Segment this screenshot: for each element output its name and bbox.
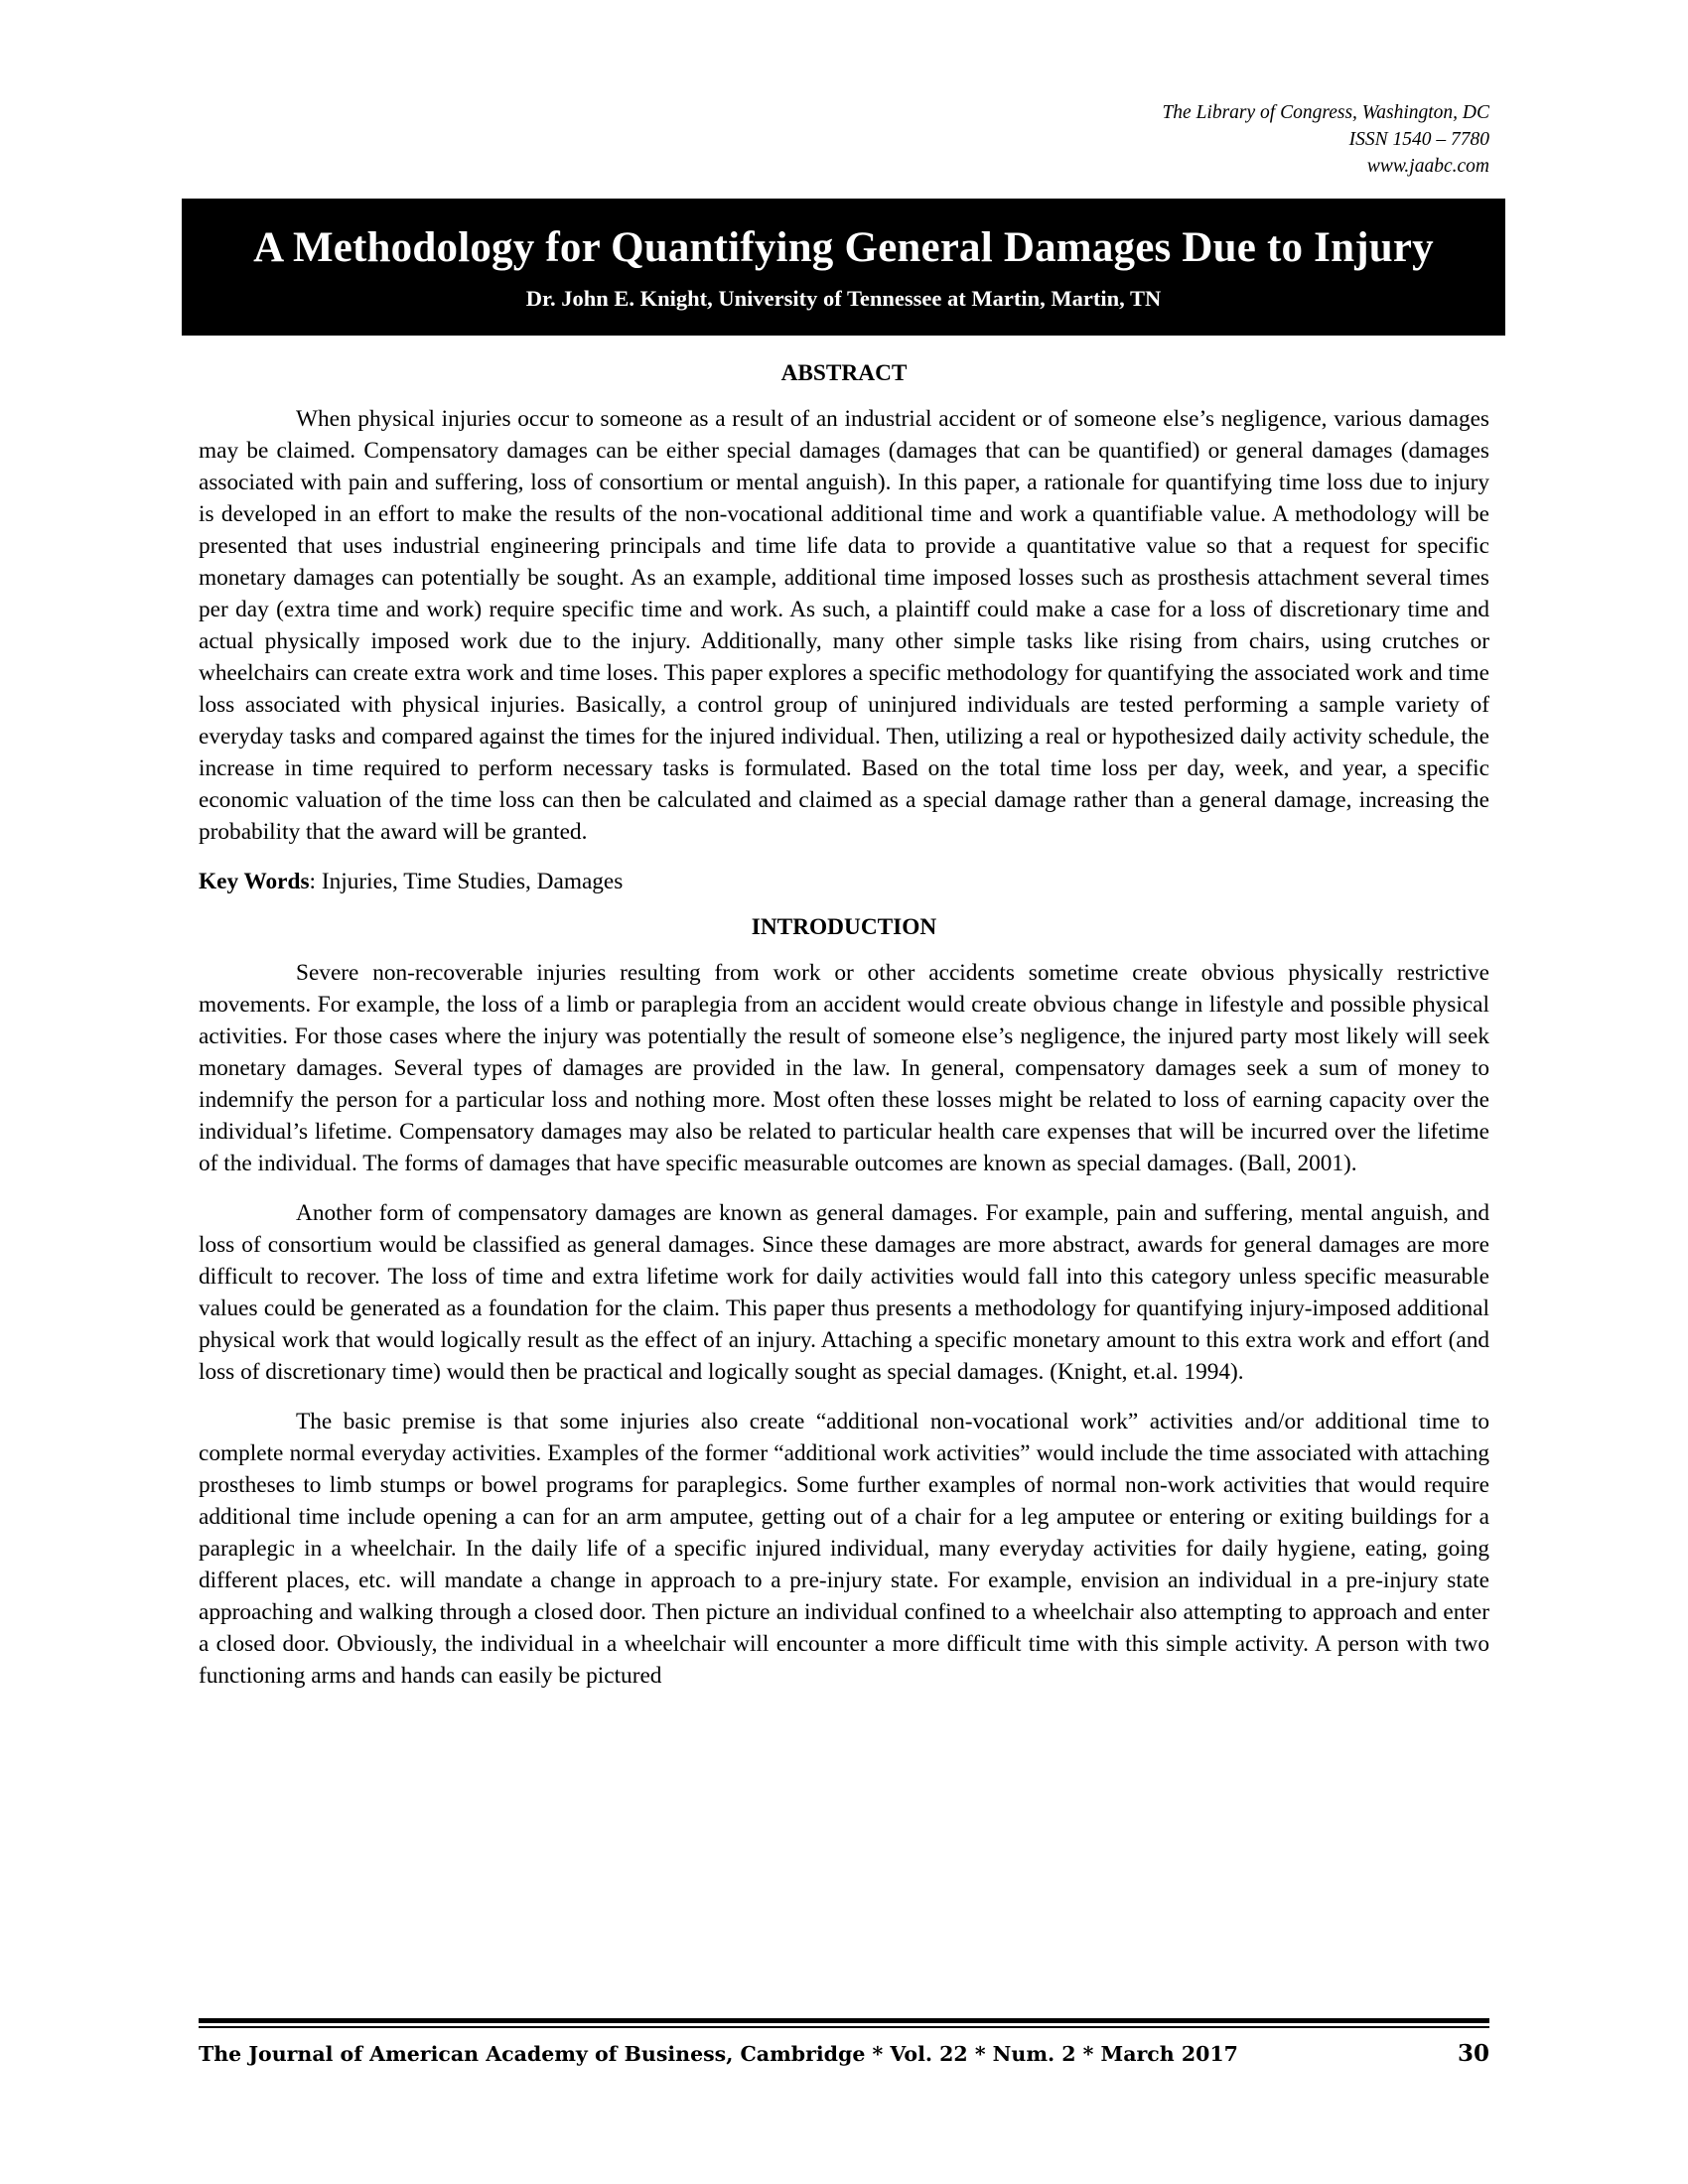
keywords-text: : Injuries, Time Studies, Damages: [309, 869, 624, 894]
keywords-label: Key Words: [199, 869, 310, 894]
paper-title: A Methodology for Quantifying General Damages Due to Injury: [253, 224, 1434, 271]
footer-rule-thin: [199, 2026, 1489, 2028]
masthead-issn: ISSN 1540 – 7780: [1348, 129, 1489, 150]
title-banner: [182, 199, 1505, 336]
intro-paragraph-3: The basic premise is that some injuries also create “additional non-vocational work” activities and/or additional time to complete normal everyday activities. Examples of the former “additional work activities” would include the time associated with attaching prostheses to limb stumps or bowel programs for paraplegics. Some further examples of normal non-work activities that would require additional time include opening a can for an arm amputee, getting out of a chair for a leg amputee or entering or exiting buildings for a paraplegic in a wheelchair. In the daily life of a specific injured individual, many everyday activities for daily hygiene, eating, going different places, etc. will mandate a change in approach to a pre-injury state. For example, envision an individual in a pre-injury state approaching and walking through a closed door. Then picture an individual confined to a wheelchair also attempting to approach and enter a closed door. Obviously, the individual in a wheelchair will encounter a more difficult time with this simple activity. A person with two functioning arms and hands can easily be pictured: [199, 1409, 1489, 1689]
abstract-text: When physical injuries occur to someone as a result of an industrial accident or of someone else’s negligence, various damages may be claimed. Compensatory damages can be either special damages (damages that can be quantified) or general damages (damages associated with pain and suffering, loss of consortium or mental anguish). In this paper, a rationale for quantifying time loss due to injury is developed in an effort to make the results of the non-vocational additional time and work a quantifiable value. A methodology will be presented that uses industrial engineering principals and time life data to provide a quantitative value so that a request for specific monetary damages can potentially be sought. As an example, additional time imposed losses such as prosthesis attachment several times per day (extra time and work) require specific time and work. As such, a plaintiff could make a case for a loss of discretionary time and actual physically imposed work due to the injury. Additionally, many other simple tasks like rising from chairs, using crutches or wheelchairs can create extra work and time loses. This paper explores a specific methodology for quantifying the associated work and time loss associated with physical injuries. Basically, a control group of uninjured individuals are tested performing a sample variety of everyday tasks and compared against the times for the injured individual. Then, utilizing a real or hypothesized daily activity schedule, the increase in time required to perform necessary tasks is formulated. Based on the total time loss per day, week, and year, a specific economic valuation of the time loss can then be calculated and claimed as a special damage rather than a general damage, increasing the probability that the award will be granted.: [199, 406, 1489, 845]
page-number: 30: [1457, 2040, 1489, 2067]
abstract-heading: ABSTRACT: [780, 360, 908, 386]
masthead: [794, 99, 1489, 180]
introduction-heading: INTRODUCTION: [751, 914, 937, 940]
author-line: Dr. John E. Knight, University of Tennessee at Martin, Martin, TN: [525, 286, 1162, 311]
keywords: [199, 866, 1489, 897]
article-body: [199, 357, 1489, 1692]
footer-rule-thick: [199, 2018, 1489, 2023]
masthead-publisher: The Library of Congress, Washington, DC: [1162, 102, 1489, 123]
footer-journal: The Journal of American Academy of Business, Cambridge * Vol. 22 * Num. 2 * March 2017: [199, 2042, 1238, 2066]
page-footer: [199, 2037, 1489, 2071]
intro-paragraph-1: Severe non-recoverable injuries resulting from work or other accidents sometime create obvious physically restrictive movements. For example, the loss of a limb or paraplegia from an accident would create obvious change in lifestyle and possible physical activities. For those cases where the injury was potentially the result of someone else’s negligence, the injured party most likely will seek monetary damages. Several types of damages are provided in the law. In general, compensatory damages seek a sum of money to indemnify the person for a particular loss and nothing more. Most often these losses might be related to loss of earning capacity over the individual’s lifetime. Compensatory damages may also be related to particular health care expenses that will be incurred over the lifetime of the individual. The forms of damages that have specific measurable outcomes are known as special damages. (Ball, 2001).: [199, 960, 1489, 1176]
masthead-website: www.jaabc.com: [1366, 156, 1489, 177]
intro-paragraph-2: Another form of compensatory damages are known as general damages. For example, pain and suffering, mental anguish, and loss of consortium would be classified as general damages. Since these damages are more abstract, awards for general damages are more difficult to recover. The loss of time and extra lifetime work for daily activities would fall into this category unless specific measurable values could be generated as a foundation for the claim. This paper thus presents a methodology for quantifying injury-imposed additional physical work that would logically result as the effect of an injury. Attaching a specific monetary amount to this extra work and effort (and loss of discretionary time) would then be practical and logically sought as special damages. (Knight, et.al. 1994).: [199, 1200, 1489, 1385]
